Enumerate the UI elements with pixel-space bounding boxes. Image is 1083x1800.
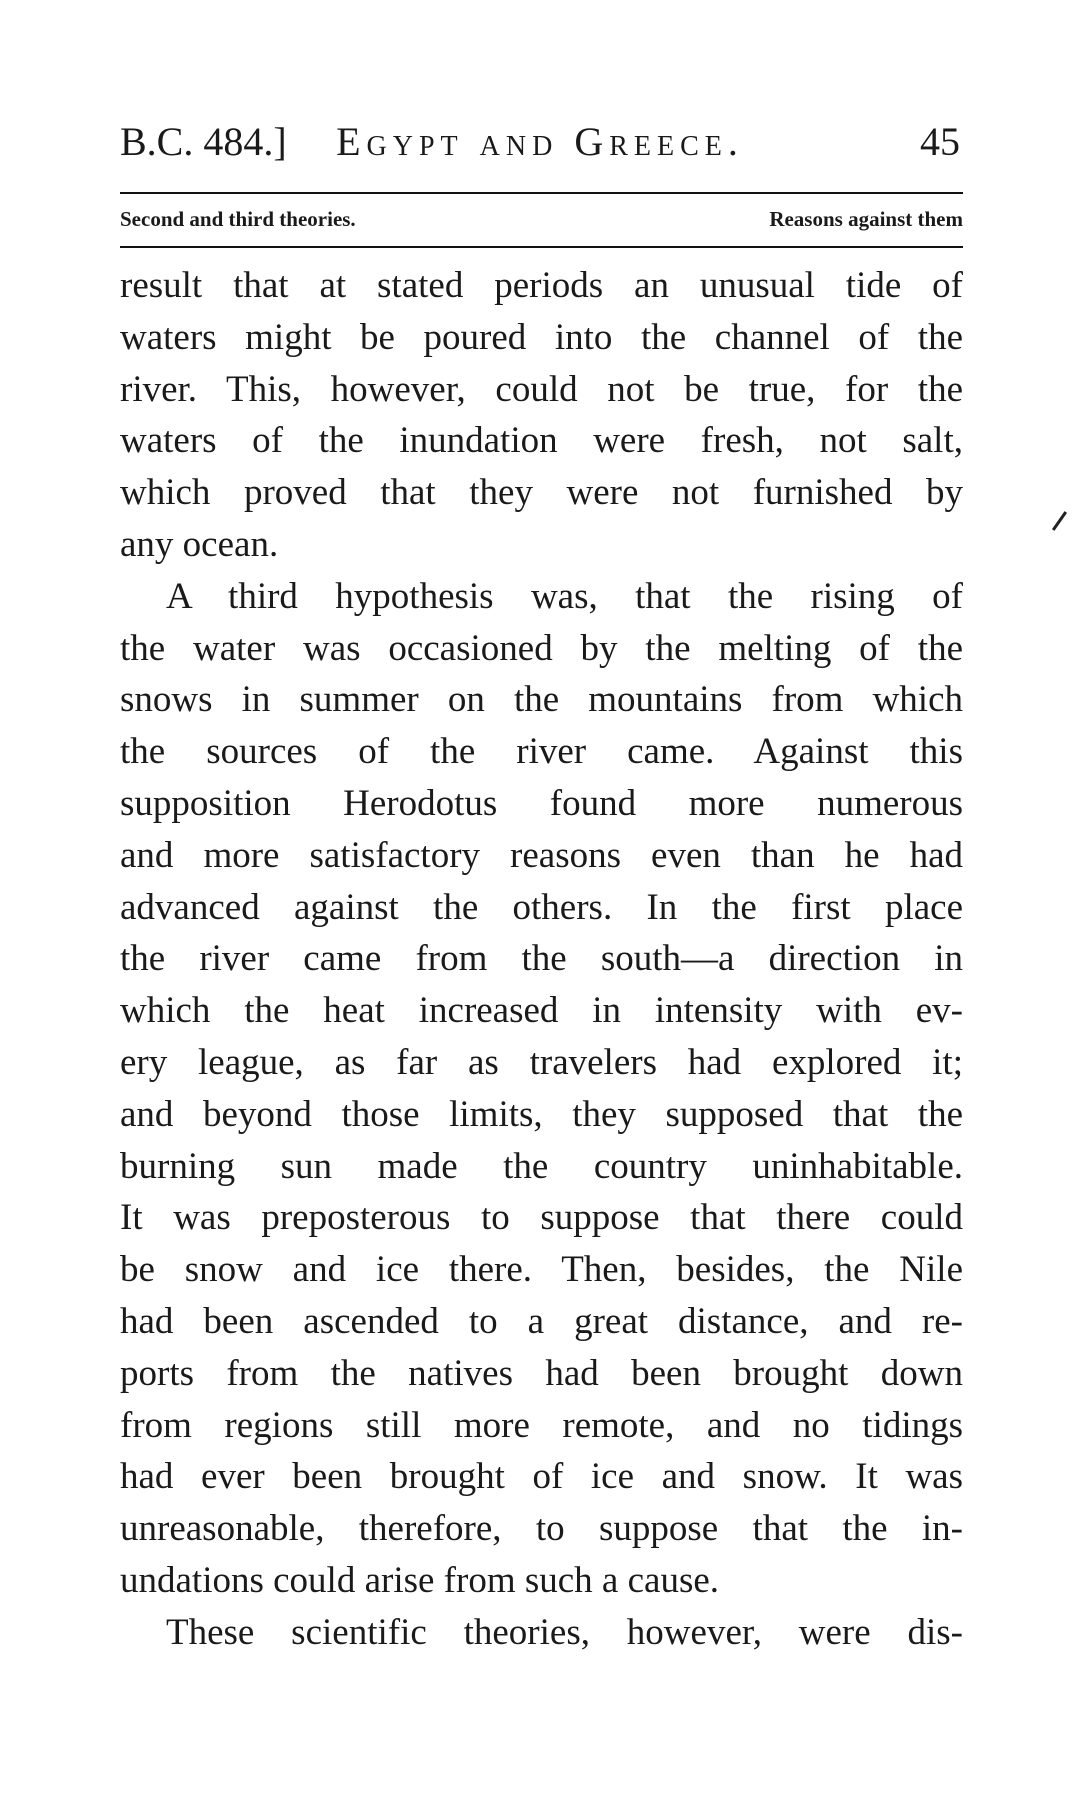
header-rule-top [120, 192, 963, 194]
shoulder-notes [120, 203, 963, 235]
shoulder-note-right: Reasons against them [769, 207, 963, 231]
text-line: snows in summer on the mountains from which [120, 679, 963, 721]
text-line: These scientific theories, however, were dis- [166, 1611, 963, 1653]
text-line: ports from the natives had been brought down [120, 1352, 963, 1394]
text-line: had been ascended to a great distance, and re- [120, 1300, 963, 1342]
text-line: which the heat increased in intensity with ev- [120, 990, 963, 1032]
text-line: the water was occasioned by the melting of the [120, 627, 963, 669]
text-line: river. This, however, could not be true, for the [120, 368, 963, 410]
text-line: be snow and ice there. Then, besides, the Nile [120, 1249, 963, 1291]
running-head [120, 118, 960, 166]
text-line: the river came from the south—a direction in [120, 938, 963, 980]
text-line: and more satisfactory reasons even than he had [120, 834, 963, 876]
stray-pen-mark [1052, 511, 1067, 531]
header-title: Egypt and Greece. [336, 119, 744, 164]
header-date: B.C. 484.] [120, 119, 287, 164]
text-line: from regions still more remote, and no tidings [120, 1404, 963, 1446]
text-line: the sources of the river came. Against this [120, 731, 963, 773]
text-line: and beyond those limits, they supposed that the [120, 1093, 963, 1135]
text-line: which proved that they were not furnished by [120, 472, 963, 514]
body-text [120, 260, 963, 1659]
text-line: undations could arise from such a cause. [120, 1559, 720, 1601]
text-line: had ever been brought of ice and snow. It was [120, 1456, 963, 1498]
shoulder-note-left: Second and third theories. [120, 207, 356, 231]
text-line: any ocean. [120, 523, 279, 565]
text-line: waters of the inundation were fresh, not salt, [120, 420, 963, 462]
text-line: A third hypothesis was, that the rising of [166, 575, 963, 617]
text-line: waters might be poured into the channel of the [120, 316, 963, 358]
text-line: ery league, as far as travelers had explored it; [120, 1041, 963, 1083]
header-rule-bottom [120, 246, 963, 248]
text-line: advanced against the others. In the first place [120, 886, 963, 928]
text-line: result that at stated periods an unusual tide of [120, 265, 963, 306]
text-line: It was preposterous to suppose that there could [120, 1197, 963, 1239]
text-line: supposition Herodotus found more numerous [120, 782, 963, 824]
text-line: burning sun made the country uninhabitable. [120, 1145, 963, 1187]
text-line: unreasonable, therefore, to suppose that the in- [120, 1508, 963, 1550]
page-number: 45 [920, 119, 960, 164]
